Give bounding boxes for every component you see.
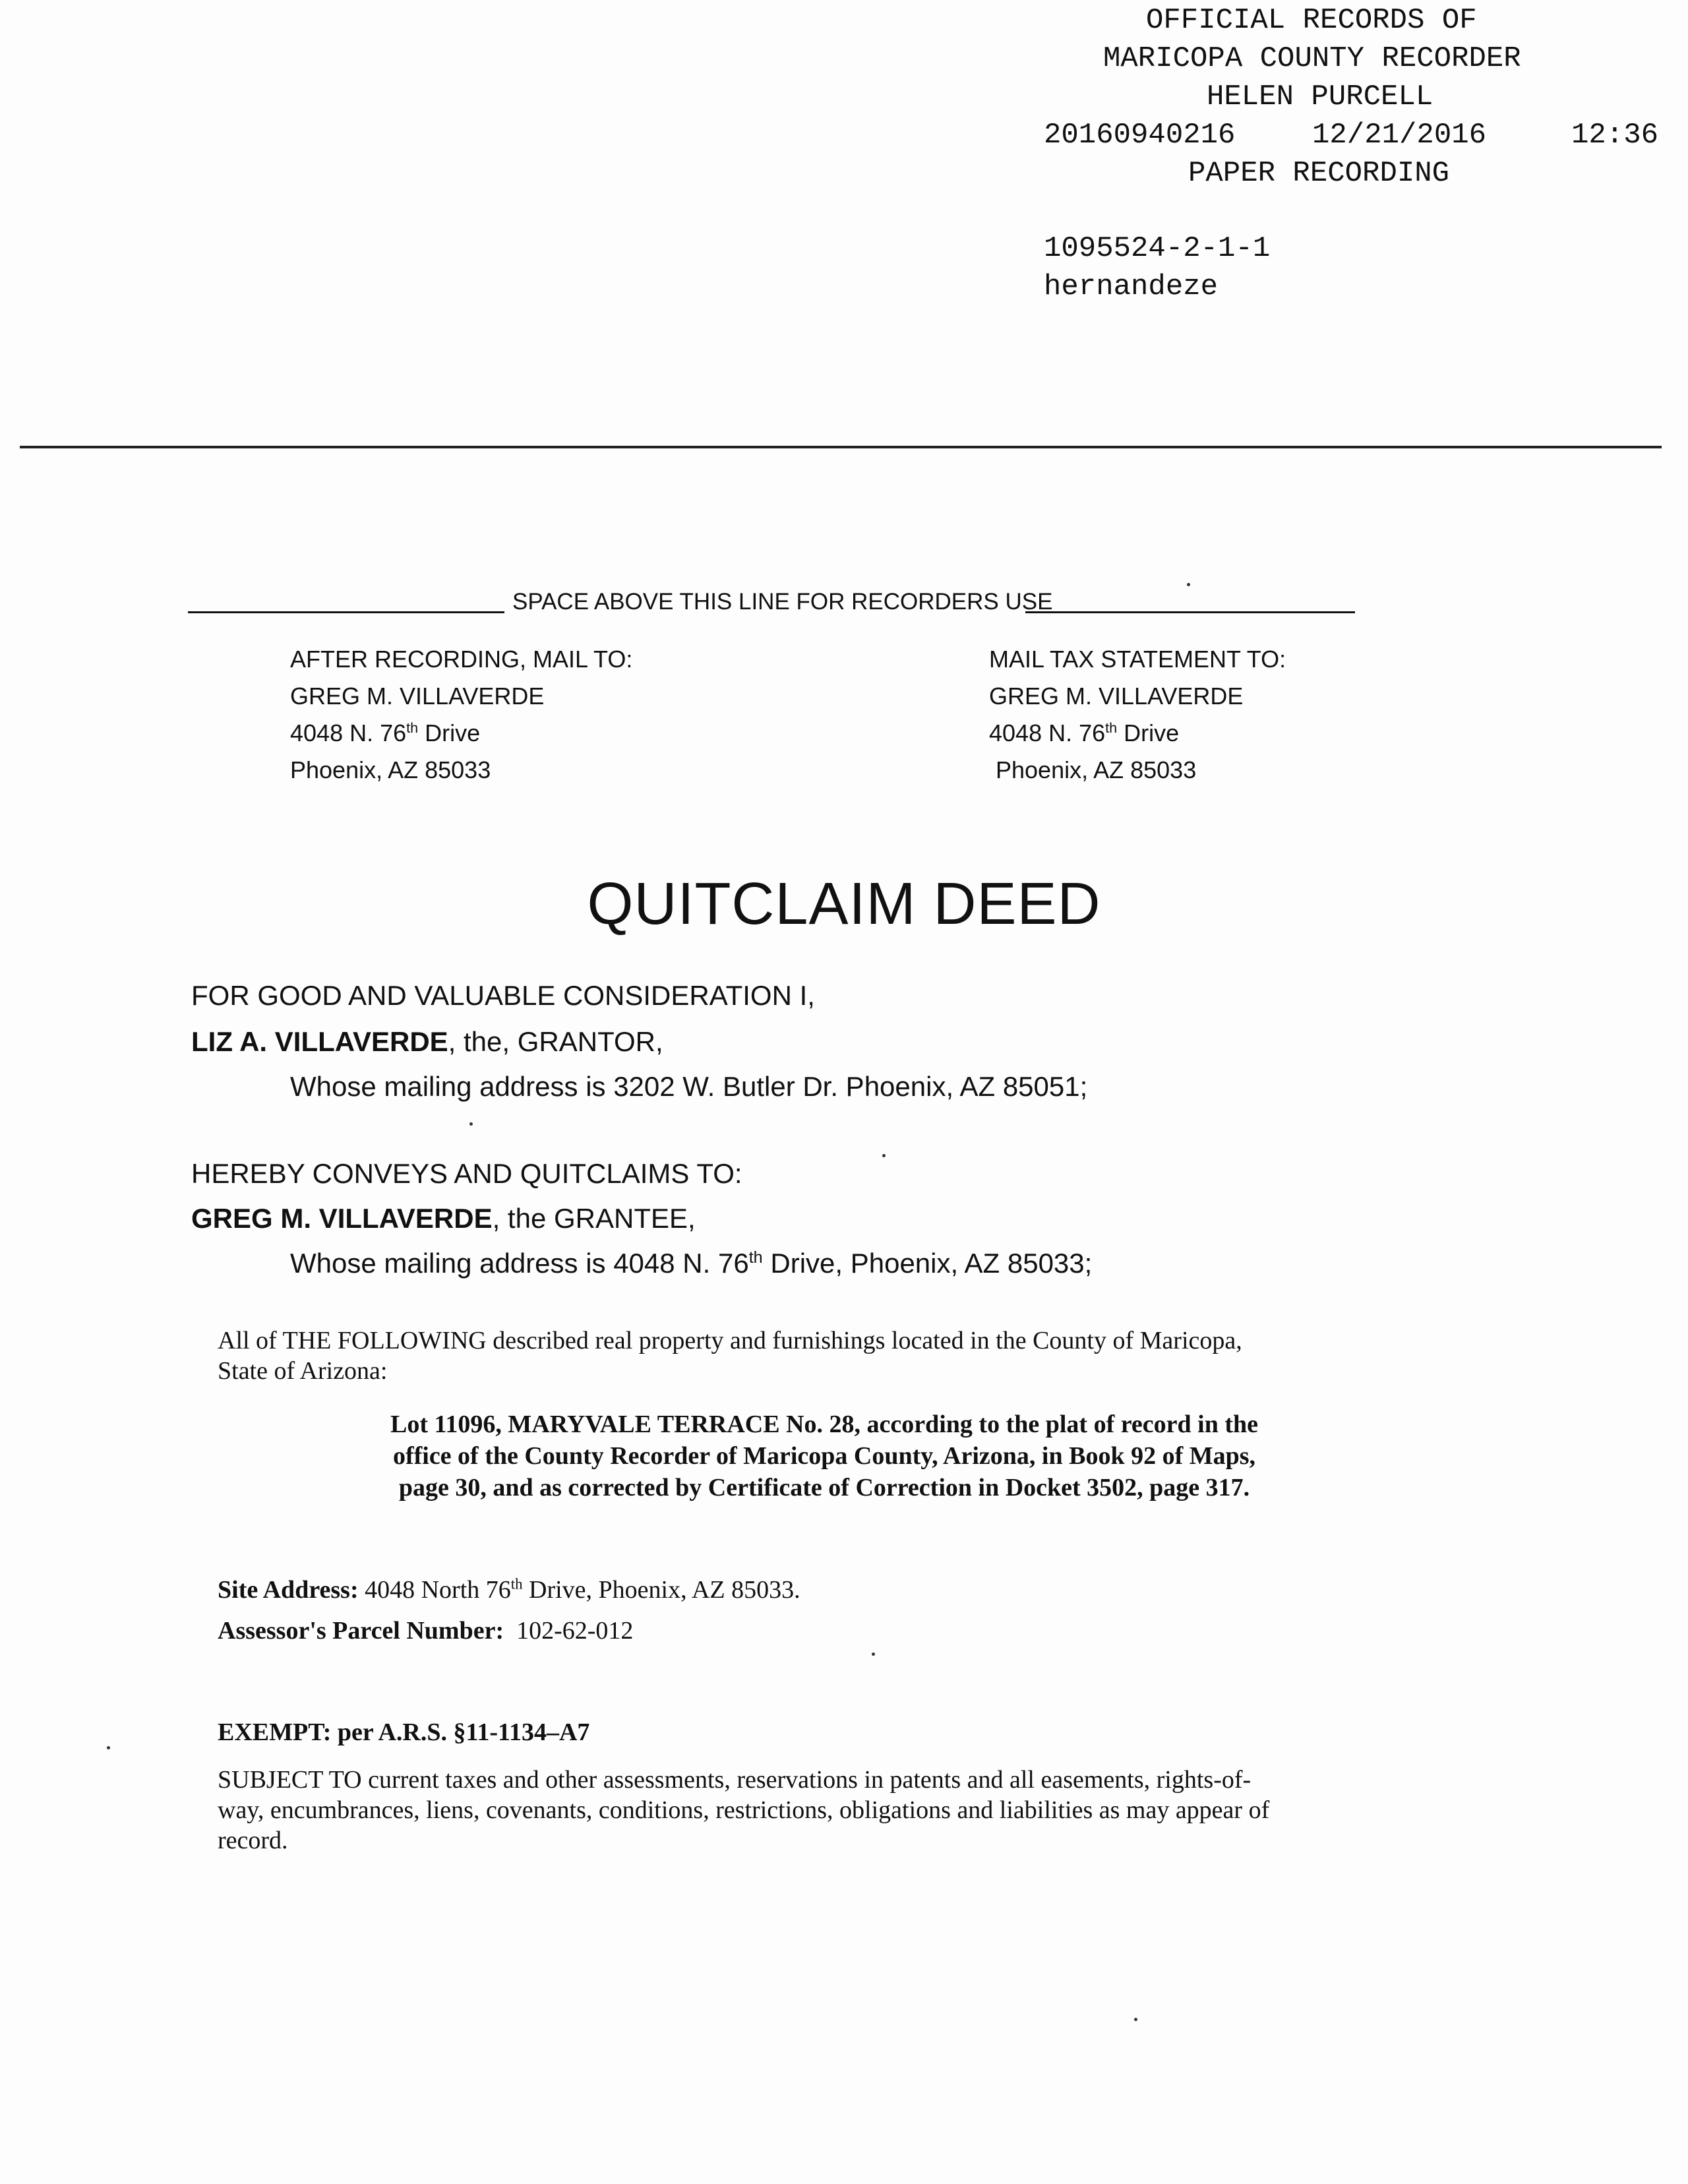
tax-statement-city: Phoenix, AZ 85033	[996, 756, 1197, 783]
scan-speck	[1134, 2018, 1137, 2021]
after-recording-block	[290, 641, 632, 789]
conveyance-clause: HEREBY CONVEYS AND QUITCLAIMS TO:	[191, 1158, 742, 1189]
legal-line-1: Lot 11096, MARYVALE TERRACE No. 28, according to the plat of record in the	[390, 1410, 1258, 1438]
grantor-line	[191, 1023, 663, 1060]
scan-speck	[882, 1154, 886, 1157]
grantee-address-start: Whose mailing address is 4048 N. 76	[290, 1248, 749, 1279]
grantee-name: GREG M. VILLAVERDE	[191, 1203, 493, 1234]
subject-line-1: SUBJECT TO current taxes and other assessments, reservations in patents and all easements, rights-of-	[218, 1766, 1251, 1794]
after-recording-name: GREG M. VILLAVERDE	[290, 682, 545, 710]
recorder-space-line	[188, 589, 1355, 615]
recorder-divider	[20, 446, 1662, 448]
grantee-line	[191, 1200, 696, 1237]
tax-statement-block	[989, 641, 1286, 789]
street-suffix: th	[748, 1248, 763, 1267]
scan-speck	[469, 1122, 473, 1126]
rule-right	[1025, 611, 1355, 613]
recorder-name: HELEN PURCELL	[1207, 80, 1433, 113]
after-recording-heading: AFTER RECORDING, MAIL TO:	[290, 646, 633, 673]
street-number: 4048 N. 76	[989, 719, 1106, 746]
clerk-id: hernandeze	[1044, 270, 1219, 303]
grantee-role: , the GRANTEE,	[492, 1203, 696, 1234]
grantor-address: Whose mailing address is 3202 W. Butler Dr. Phoenix, AZ 85051;	[290, 1071, 1088, 1102]
batch-number: 1095524-2-1-1	[1044, 232, 1271, 265]
street-type: Drive	[1117, 719, 1180, 746]
grantor-role: , the, GRANTOR,	[448, 1026, 663, 1057]
subject-line-2: way, encumbrances, liens, covenants, conditions, restrictions, obligations and liabilities as may appear of	[218, 1796, 1270, 1824]
site-address-start: 4048 North 76	[358, 1576, 511, 1604]
parcel-number-value: 102-62-012	[516, 1617, 634, 1645]
tax-statement-name: GREG M. VILLAVERDE	[989, 682, 1244, 710]
after-recording-city: Phoenix, AZ 85033	[290, 756, 491, 783]
recorder-stamp	[0, 0, 1659, 421]
recorder-line-2: MARICOPA COUNTY RECORDER	[1103, 42, 1521, 75]
site-address-label: Site Address:	[218, 1576, 359, 1604]
subject-to-clause	[218, 1765, 1269, 1856]
property-intro-line-2: State of Arizona:	[218, 1357, 388, 1385]
parcel-number	[218, 1616, 633, 1646]
street-suffix: th	[1105, 719, 1118, 736]
recorder-line-1: OFFICIAL RECORDS OF	[1146, 4, 1477, 37]
rule-left	[188, 611, 504, 613]
recording-type: PAPER RECORDING	[1188, 157, 1450, 190]
tax-statement-street	[989, 715, 1286, 752]
record-date: 12/21/2016	[1312, 119, 1487, 152]
site-address-end: Drive, Phoenix, AZ 85033.	[522, 1576, 800, 1604]
grantee-address-end: Drive, Phoenix, AZ 85033;	[762, 1248, 1093, 1279]
legal-line-3: page 30, and as corrected by Certificate of Correction in Docket 3502, page 317.	[398, 1474, 1250, 1502]
street-suffix: th	[510, 1575, 523, 1592]
street-number: 4048 N. 76	[290, 719, 407, 746]
subject-line-3: record.	[218, 1827, 288, 1854]
scan-speck	[107, 1746, 110, 1749]
street-suffix: th	[406, 719, 419, 736]
exemption-line: EXEMPT: per A.R.S. §11-1134–A7	[218, 1718, 590, 1746]
record-time: 12:36	[1571, 119, 1659, 152]
property-intro-line-1: All of THE FOLLOWING described real property and furnishings located in the County of Maricopa,	[218, 1327, 1242, 1354]
grantor-name: LIZ A. VILLAVERDE	[191, 1026, 448, 1057]
street-type: Drive	[418, 719, 481, 746]
legal-line-2: office of the County Recorder of Maricopa County, Arizona, in Book 92 of Maps,	[392, 1442, 1256, 1470]
tax-statement-heading: MAIL TAX STATEMENT TO:	[989, 646, 1286, 673]
property-intro	[218, 1325, 1242, 1386]
grantee-address	[290, 1245, 1092, 1282]
scan-speck	[872, 1653, 875, 1656]
parcel-number-label: Assessor's Parcel Number:	[218, 1617, 504, 1645]
site-address	[218, 1575, 800, 1605]
legal-description	[251, 1409, 1398, 1503]
record-number: 20160940216	[1044, 119, 1236, 152]
consideration-clause: FOR GOOD AND VALUABLE CONSIDERATION I,	[191, 980, 815, 1011]
after-recording-street	[290, 715, 632, 752]
scan-speck	[1187, 583, 1190, 586]
document-title: QUITCLAIM DEED	[587, 871, 1101, 937]
recorder-space-label: SPACE ABOVE THIS LINE FOR RECORDERS USE	[512, 589, 1053, 615]
